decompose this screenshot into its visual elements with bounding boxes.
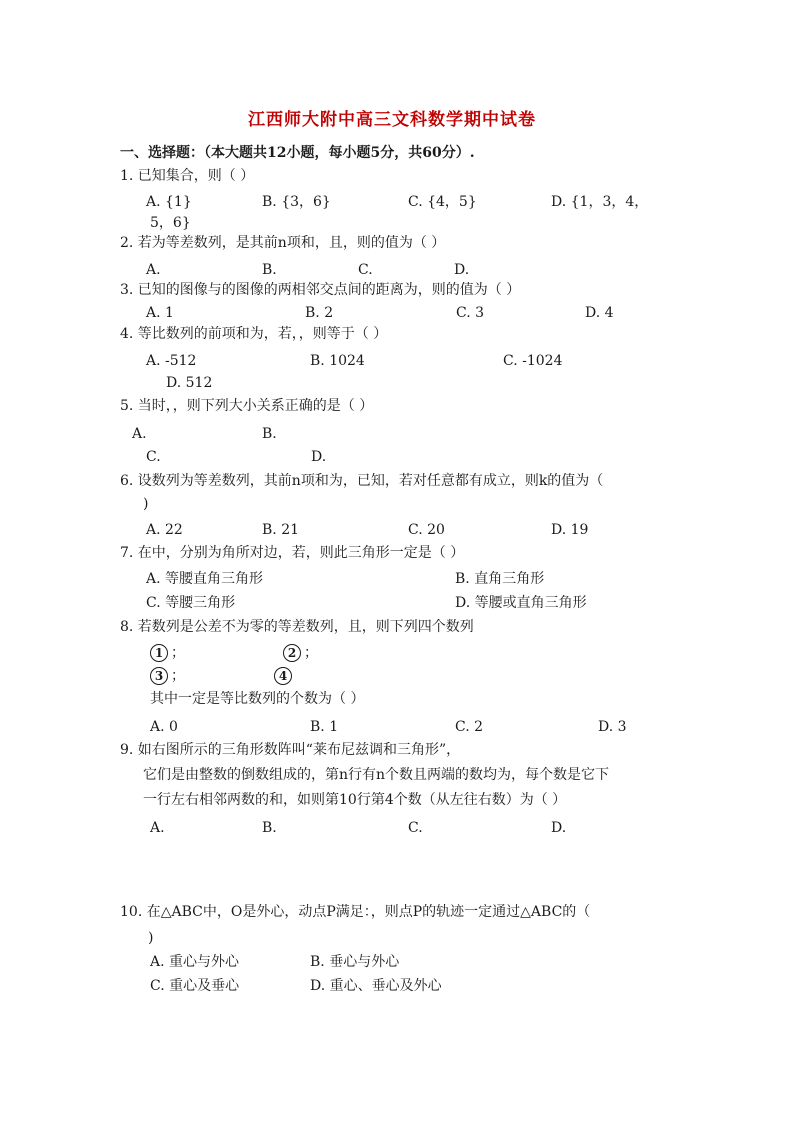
circled-number-3: 3 xyxy=(150,667,168,685)
page-title: 江西师大附中高三文科数学期中试卷 xyxy=(248,110,536,130)
question-2-stem: 2. 若为等差数列，是其前n项和，且，则的值为（ ） xyxy=(120,235,446,251)
question-9-option-d: D. xyxy=(551,820,567,836)
circled-number-4: 4 xyxy=(274,667,292,685)
question-1-option-d-cont: 5，6} xyxy=(150,215,191,231)
question-4-option-c: C. -1024 xyxy=(503,353,563,369)
question-4-option-d: D. 512 xyxy=(166,375,213,391)
question-7-option-c: C. 等腰三角形 xyxy=(146,595,236,611)
question-8-item-1 xyxy=(150,644,185,662)
question-8-item-4 xyxy=(274,667,295,685)
question-10-option-a: A. 重心与外心 xyxy=(150,954,240,970)
question-6-option-a: A. 22 xyxy=(146,522,183,538)
question-1-option-b: B. {3，6} xyxy=(262,194,331,210)
question-2-option-a: A. xyxy=(146,262,161,278)
item-separator: ； xyxy=(171,645,185,661)
question-8-option-d: D. 3 xyxy=(598,719,627,735)
question-5-option-a: A. xyxy=(132,426,147,442)
question-1-option-d: D. {1，3，4， xyxy=(551,194,649,210)
question-9-stem-line-3: 一行左右相邻两数的和，如则第10行第4个数（从左往右数）为（ ） xyxy=(143,792,567,808)
question-7-option-b: B. 直角三角形 xyxy=(455,571,545,587)
question-6-option-b: B. 21 xyxy=(262,522,300,538)
question-8-stem-cont: 其中一定是等比数列的个数为（ ） xyxy=(150,691,365,707)
question-4-option-a: A. -512 xyxy=(146,353,197,369)
question-2-option-d: D. xyxy=(454,262,470,278)
question-6-stem: 6. 设数列为等差数列，其前n项和为，已知，若对任意都有成立，则k的值为（ xyxy=(120,473,604,489)
question-9-stem: 9. 如右图所示的三角形数阵叫“莱布尼兹调和三角形”， xyxy=(120,742,461,758)
question-5-option-d: D. xyxy=(311,449,327,465)
question-7-stem: 7. 在中，分别为角所对边，若，则此三角形一定是（ ） xyxy=(120,545,465,561)
question-8-stem: 8. 若数列是公差不为零的等差数列，且，则下列四个数列 xyxy=(120,619,474,635)
question-6-stem-cont: ) xyxy=(143,496,149,512)
question-4-option-b: B. 1024 xyxy=(310,353,365,369)
question-8-option-b: B. 1 xyxy=(310,719,339,735)
question-8-item-3 xyxy=(150,667,185,685)
question-9-stem-line-2: 它们是由整数的倒数组成的，第n行有n个数且两端的数均为，每个数是它下 xyxy=(143,767,610,783)
question-7-option-a: A. 等腰直角三角形 xyxy=(146,571,264,587)
item-separator: ； xyxy=(304,645,318,661)
question-2-option-b: B. xyxy=(262,262,277,278)
question-8-item-2 xyxy=(283,644,318,662)
question-4-stem: 4. 等比数列的前项和为，若，，则等于（ ） xyxy=(120,326,388,342)
question-2-option-c: C. xyxy=(358,262,373,278)
question-5-option-b: B. xyxy=(262,426,277,442)
question-9-option-a: A. xyxy=(150,820,165,836)
section-heading: 一、选择题：（本大题共12小题，每小题5分，共60分）. xyxy=(120,145,475,161)
question-10-option-b: B. 垂心与外心 xyxy=(310,954,400,970)
item-separator: ； xyxy=(171,668,185,684)
question-10-stem: 10. 在△ABC中，O是外心，动点P满足：，则点P的轨迹一定通过△ABC的（ xyxy=(120,904,591,920)
question-10-option-c: C. 重心及垂心 xyxy=(150,978,240,994)
question-3-option-d: D. 4 xyxy=(585,305,614,321)
question-9-option-c: C. xyxy=(408,820,423,836)
question-10-option-d: D. 重心、垂心及外心 xyxy=(310,978,442,994)
question-6-option-c: C. 20 xyxy=(408,522,445,538)
question-5-stem: 5. 当时，，则下列大小关系正确的是（ ） xyxy=(120,398,374,414)
question-9-option-b: B. xyxy=(262,820,277,836)
question-8-option-a: A. 0 xyxy=(150,719,178,735)
question-1-option-a: A. {1} xyxy=(146,194,192,210)
question-3-stem: 3. 已知的图像与的图像的两相邻交点间的距离为，则的值为（ ） xyxy=(120,282,521,298)
question-3-option-b: B. 2 xyxy=(305,305,334,321)
question-7-option-d: D. 等腰或直角三角形 xyxy=(455,595,587,611)
circled-number-1: 1 xyxy=(150,644,168,662)
question-6-option-d: D. 19 xyxy=(551,522,589,538)
question-3-option-a: A. 1 xyxy=(146,305,174,321)
circled-number-2: 2 xyxy=(283,644,301,662)
question-3-option-c: C. 3 xyxy=(456,305,485,321)
question-8-option-c: C. 2 xyxy=(455,719,484,735)
question-10-stem-cont: ) xyxy=(148,930,154,946)
question-1-stem: 1. 已知集合，则（ ） xyxy=(120,168,255,184)
question-1-option-c: C. {4，5} xyxy=(408,194,477,210)
question-5-option-c: C. xyxy=(146,449,161,465)
